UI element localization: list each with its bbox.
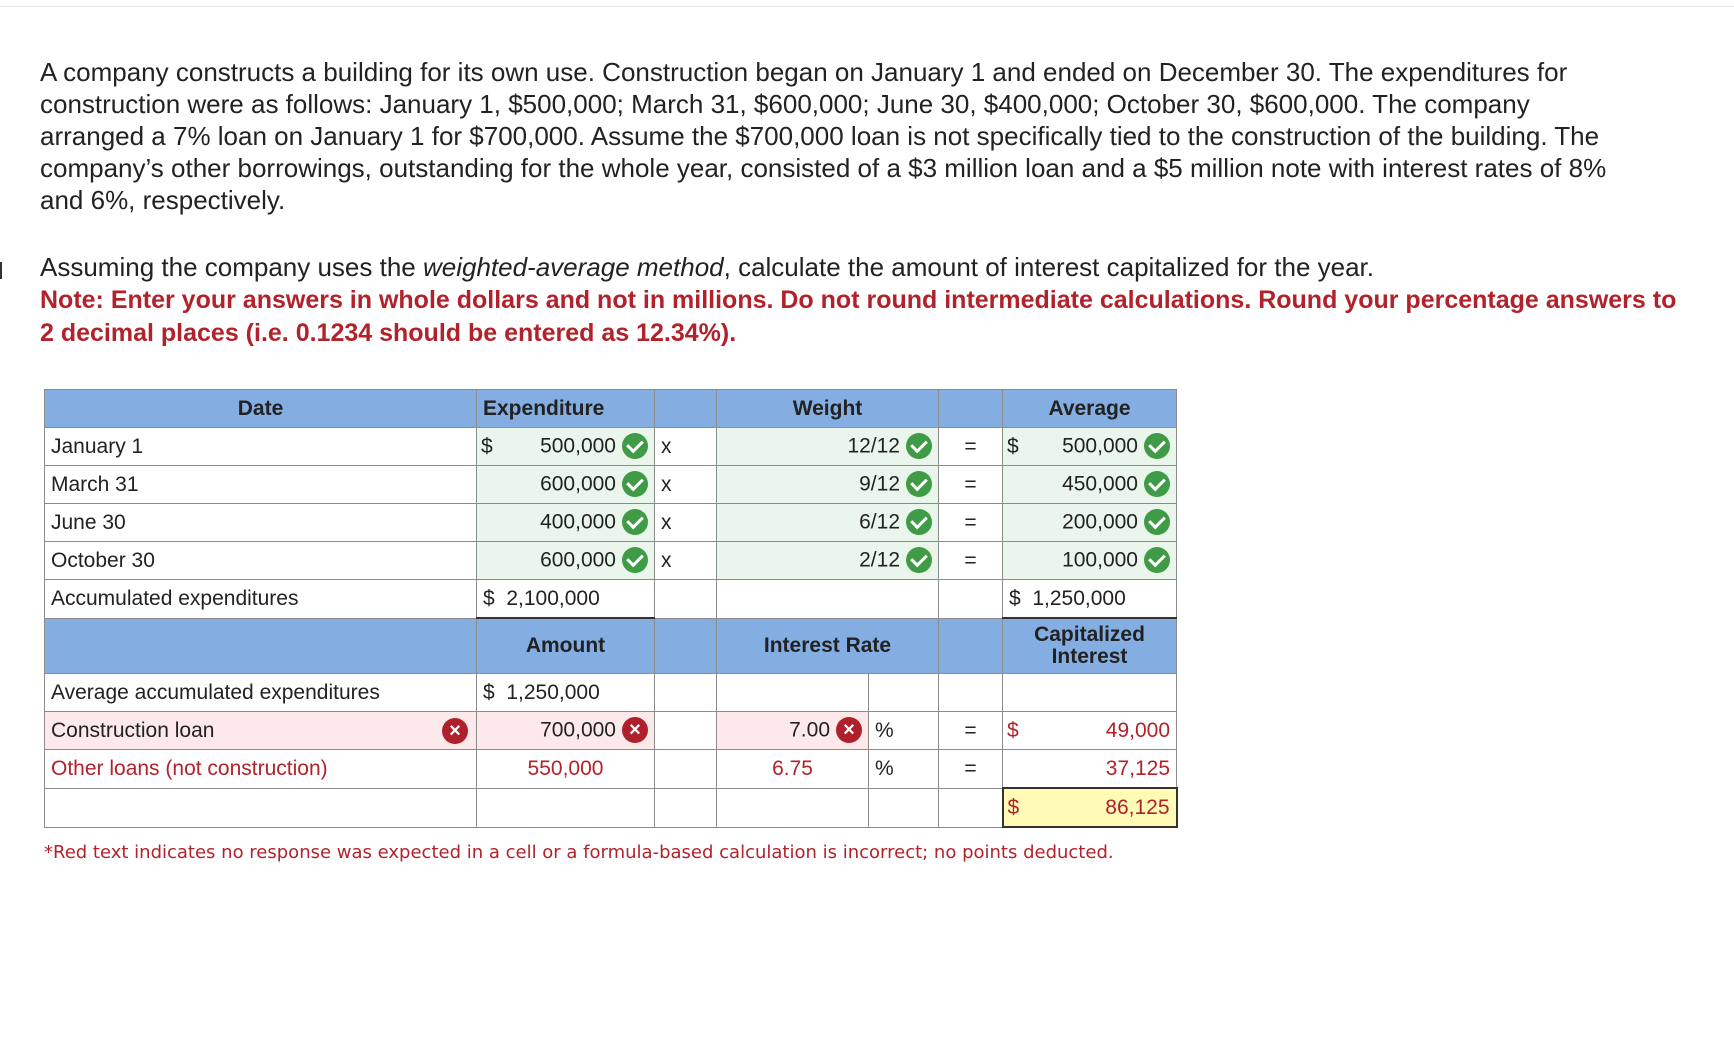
- header-blank: [655, 618, 717, 674]
- weight-input[interactable]: 6/12: [717, 504, 939, 542]
- average-input[interactable]: $ 500,000: [1003, 428, 1177, 466]
- table-row: [45, 788, 1177, 827]
- blank-cell: [939, 788, 1003, 827]
- blank-cell: [655, 750, 717, 789]
- blank-cell: [717, 788, 869, 827]
- blank-cell: [45, 788, 477, 827]
- header-blank: [45, 618, 477, 674]
- correct-check-icon: [1144, 433, 1170, 459]
- expenditure-input[interactable]: $ 500,000: [477, 428, 655, 466]
- table-row: [45, 712, 1177, 750]
- multiply-operator: x: [655, 504, 717, 542]
- accumulated-expenditure-input[interactable]: $ 2,100,000: [477, 580, 655, 619]
- table-row: [45, 466, 1177, 504]
- blank-cell: [655, 788, 717, 827]
- correct-check-icon: [906, 509, 932, 535]
- table-row: [45, 428, 1177, 466]
- average-input[interactable]: 100,000: [1003, 542, 1177, 580]
- percent-sign: %: [869, 750, 939, 789]
- footnote: *Red text indicates no response was expected in a cell or a formula-based calculation is incorrect; no points deducted.: [44, 842, 1114, 863]
- expenditure-input[interactable]: 400,000: [477, 504, 655, 542]
- blank-cell: [655, 712, 717, 750]
- other-loans-label: Other loans (not construction): [45, 750, 477, 789]
- correct-check-icon: [622, 547, 648, 573]
- equals-operator: =: [939, 504, 1003, 542]
- equals-operator: =: [939, 542, 1003, 580]
- top-divider: [0, 0, 1734, 7]
- incorrect-x-icon: ×: [836, 717, 862, 743]
- average-input[interactable]: 450,000: [1003, 466, 1177, 504]
- percent-sign: %: [869, 712, 939, 750]
- construction-loan-rate-input[interactable]: 7.00 ×: [717, 712, 869, 750]
- expenditure-input[interactable]: 600,000: [477, 466, 655, 504]
- accumulated-label: Accumulated expenditures: [45, 580, 477, 619]
- blank-cell: [477, 788, 655, 827]
- header-row-2: [45, 618, 1177, 674]
- table-row: [45, 674, 1177, 712]
- accumulated-average-input[interactable]: $ 1,250,000: [1003, 580, 1177, 619]
- construction-loan-label[interactable]: Construction loan ×: [45, 712, 477, 750]
- correct-check-icon: [1144, 509, 1170, 535]
- multiply-operator: x: [655, 428, 717, 466]
- equals-operator: =: [939, 428, 1003, 466]
- blank-cell: [717, 580, 939, 619]
- incorrect-x-icon: ×: [442, 718, 468, 744]
- average-input[interactable]: 200,000: [1003, 504, 1177, 542]
- date-cell: October 30: [45, 542, 477, 580]
- expenditure-input[interactable]: 600,000: [477, 542, 655, 580]
- other-loans-rate: 6.75: [717, 750, 869, 789]
- weight-header: Weight: [717, 390, 939, 428]
- table-row: [45, 750, 1177, 789]
- correct-check-icon: [906, 547, 932, 573]
- header-blank: [939, 618, 1003, 674]
- header-blank: [655, 390, 717, 428]
- average-header: Average: [1003, 390, 1177, 428]
- header-blank: [939, 390, 1003, 428]
- construction-loan-amount-input[interactable]: 700,000 ×: [477, 712, 655, 750]
- avg-accumulated-amount-input[interactable]: $ 1,250,000: [477, 674, 655, 712]
- weight-input[interactable]: 12/12: [717, 428, 939, 466]
- blank-cell: [717, 674, 869, 712]
- left-marker: [0, 262, 2, 279]
- correct-check-icon: [622, 471, 648, 497]
- construction-loan-interest: $ 49,000: [1003, 712, 1177, 750]
- incorrect-x-icon: ×: [622, 717, 648, 743]
- blank-cell: [869, 674, 939, 712]
- date-cell: June 30: [45, 504, 477, 542]
- weight-input[interactable]: 2/12: [717, 542, 939, 580]
- date-header: Date: [45, 390, 477, 428]
- blank-cell: [1003, 674, 1177, 712]
- weight-input[interactable]: 9/12: [717, 466, 939, 504]
- question-text: A company constructs a building for its own use. Construction began on January 1 and ended on December 30. The expenditures for construction were as follows: January 1, $500,000; March 31, $600,000; June 30, $400,000; October 30, $600,000. The company arranged a 7% loan on January 1 for $700,000. Assume the $700,000 loan is not specifically tied to the construction of the building. The company’s other borrowings, outstanding for the whole year, consisted of a $3 million loan and a $5 million note with interest rates of 8% and 6%, respectively.: [40, 57, 1607, 215]
- date-cell: March 31: [45, 466, 477, 504]
- correct-check-icon: [622, 509, 648, 535]
- table-row: [45, 504, 1177, 542]
- correct-check-icon: [1144, 547, 1170, 573]
- blank-cell: [655, 674, 717, 712]
- avg-accumulated-label: Average accumulated expenditures: [45, 674, 477, 712]
- method-name: weighted-average method: [422, 252, 724, 282]
- capitalized-interest-header: Capitalized Interest: [1003, 618, 1177, 674]
- expenditure-header: Expenditure: [477, 390, 655, 428]
- amount-header: Amount: [477, 618, 655, 674]
- multiply-operator: x: [655, 542, 717, 580]
- blank-cell: [939, 674, 1003, 712]
- correct-check-icon: [622, 433, 648, 459]
- blank-cell: [869, 788, 939, 827]
- table-row: [45, 542, 1177, 580]
- date-cell: January 1: [45, 428, 477, 466]
- instruction-note: Note: Enter your answers in whole dollars and not in millions. Do not round intermediate calculations. Round your percentage answers to 2 decimal places (i.e. 0.1234 should be entered as 12.34%).: [40, 286, 1677, 347]
- interest-capitalization-table: [44, 389, 1178, 828]
- header-row: [45, 390, 1177, 428]
- correct-check-icon: [1144, 471, 1170, 497]
- other-loans-amount: 550,000: [477, 750, 655, 789]
- blank-cell: [939, 580, 1003, 619]
- blank-cell: [655, 580, 717, 619]
- other-loans-interest: 37,125: [1003, 750, 1177, 789]
- question-prompt: Assuming the company uses the weighted-average method, calculate the amount of interest capitalized for the year. Note: Enter your answers in whole dollars and not in millions. Do not round intermediate calculations. Round your percentage answers to 2 decimal places (i.e. 0.1234 should be entered as 12.34%).: [40, 252, 1677, 347]
- multiply-operator: x: [655, 466, 717, 504]
- equals-operator: =: [939, 466, 1003, 504]
- total-row: [45, 580, 1177, 619]
- equals-operator: =: [939, 750, 1003, 789]
- correct-check-icon: [906, 433, 932, 459]
- equals-operator: =: [939, 712, 1003, 750]
- interest-rate-header: Interest Rate: [717, 618, 939, 674]
- total-capitalized-interest: $ 86,125: [1003, 788, 1177, 827]
- correct-check-icon: [906, 471, 932, 497]
